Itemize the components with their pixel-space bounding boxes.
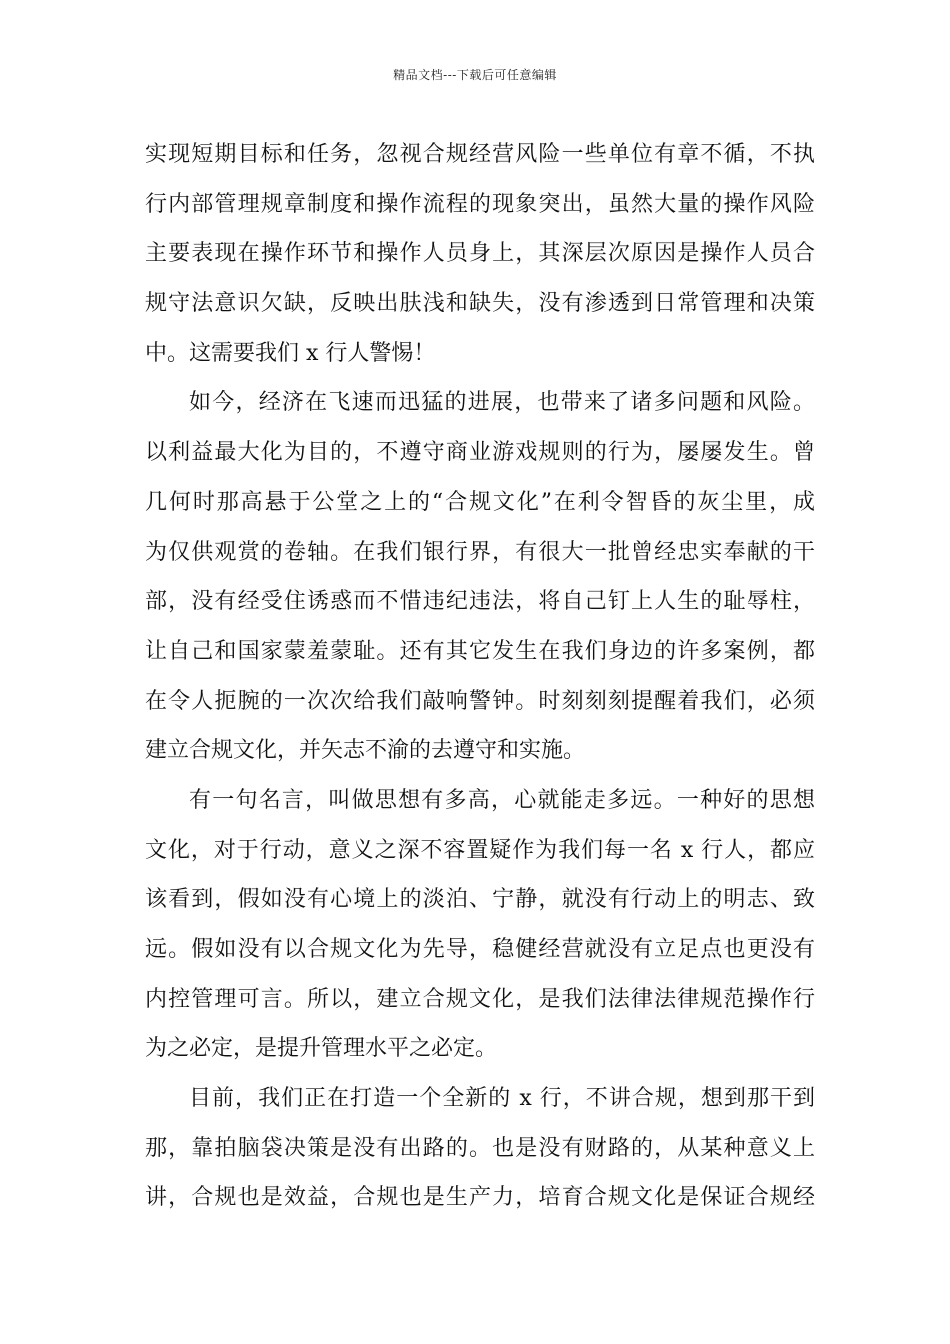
- text-line: 该看到，假如没有心境上的淡泊、宁静，就没有行动上的明志、致: [145, 887, 815, 913]
- text-line: 讲，合规也是效益，合规也是生产力，培育合规文化是保证合规经: [145, 1185, 815, 1211]
- text-line: 内控管理可言。所以，建立合规文化，是我们法律法律规范操作行: [145, 986, 815, 1012]
- text-line: 主要表现在操作环节和操作人员身上，其深层次原因是操作人员合: [145, 241, 815, 267]
- text-line: 行内部管理规章制度和操作流程的现象突出，虽然大量的操作风险: [145, 191, 815, 217]
- text-line: 建立合规文化，并矢志不渝的去遵守和实施。: [145, 738, 586, 764]
- text-line: 让自己和国家蒙羞蒙耻。还有其它发生在我们身边的许多案例，都: [145, 638, 815, 664]
- text-line: 为之必定，是提升管理水平之必定。: [145, 1036, 498, 1062]
- paragraph-2: [145, 378, 815, 776]
- paragraph-4: [145, 1074, 815, 1223]
- text-line: 中。这需要我们 x 行人警惕！: [145, 340, 436, 366]
- text-line: 如今，经济在飞速而迅猛的进展，也带来了诸多问题和风险。: [189, 390, 815, 416]
- page-header: 精品文档---下载后可任意编辑: [393, 68, 557, 82]
- text-line: 规守法意识欠缺，反映出肤浅和缺失，没有渗透到日常管理和决策: [145, 291, 815, 317]
- text-line: 实现短期目标和任务，忽视合规经营风险一些单位有章不循，不执: [145, 142, 815, 167]
- text-line: 几何时那高悬于公堂之上的“合规文化”在利令智昏的灰尘里，成: [145, 489, 815, 515]
- text-line: 文化，对于行动，意义之深不容置疑作为我们每一名 x 行人，都应: [145, 837, 815, 863]
- text-line: 远。假如没有以合规文化为先导，稳健经营就没有立足点也更没有: [145, 937, 815, 962]
- text-line: 有一句名言，叫做思想有多高，心就能走多远。一种好的思想: [189, 787, 815, 813]
- text-line: 目前，我们正在打造一个全新的 x 行，不讲合规，想到那干到: [189, 1086, 815, 1112]
- paragraph-1: [145, 130, 815, 378]
- document-body: [145, 130, 815, 1223]
- text-line: 以利益最大化为目的，不遵守商业游戏规则的行为，屡屡发生。曾: [145, 440, 815, 466]
- text-line: 为仅供观赏的卷轴。在我们银行界，有很大一批曾经忠实奉献的干: [145, 539, 815, 565]
- paragraph-3: [145, 776, 815, 1074]
- text-line: 部，没有经受住诱惑而不惜违纪违法，将自己钉上人生的耻辱柱，: [145, 589, 815, 615]
- text-line: 那，靠拍脑袋决策是没有出路的。也是没有财路的，从某种意义上: [145, 1135, 815, 1161]
- text-line: 在令人扼腕的一次次给我们敲响警钟。时刻刻刻提醒着我们，必须: [145, 688, 815, 714]
